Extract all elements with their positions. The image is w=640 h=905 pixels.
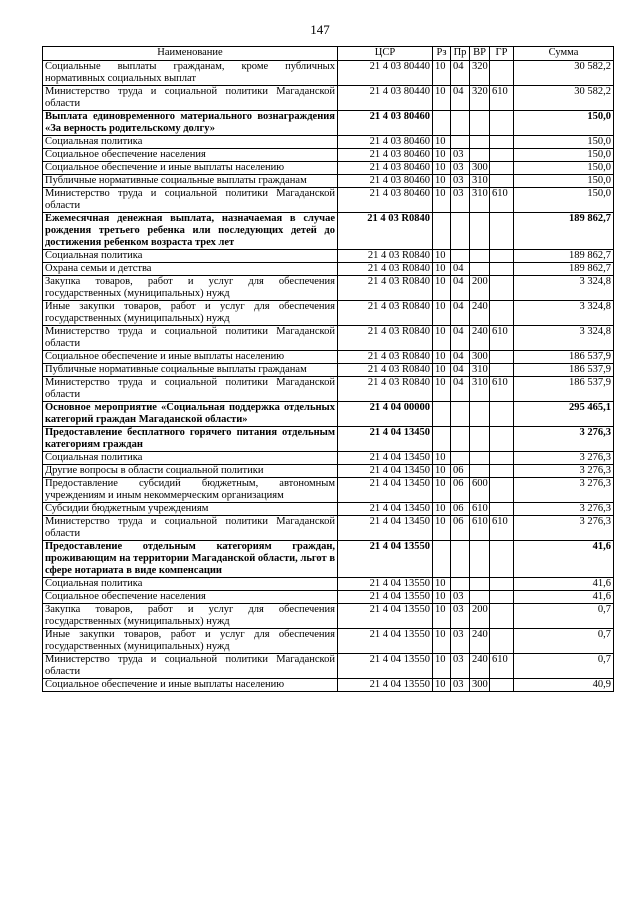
cell-vr [470,591,490,604]
cell-name: Публичные нормативные социальные выплаты гражданам [43,175,338,188]
cell-csr: 21 4 03 R0840 [338,250,433,263]
cell-gr [490,541,514,578]
cell-rz: 10 [433,591,451,604]
cell-csr: 21 4 04 13550 [338,578,433,591]
cell-pr: 03 [451,162,470,175]
cell-sum: 186 537,9 [514,364,614,377]
cell-gr [490,149,514,162]
cell-vr [470,250,490,263]
cell-gr [490,213,514,250]
cell-sum: 189 862,7 [514,213,614,250]
cell-name: Министерство труда и социальной политики Магаданской области [43,326,338,351]
cell-vr: 240 [470,629,490,654]
cell-rz: 10 [433,604,451,629]
page-number: 147 [310,22,330,37]
cell-sum: 150,0 [514,175,614,188]
cell-name: Публичные нормативные социальные выплаты гражданам [43,364,338,377]
cell-rz: 10 [433,465,451,478]
table-row [43,351,614,364]
cell-vr [470,213,490,250]
cell-csr: 21 4 04 13450 [338,516,433,541]
cell-vr [470,578,490,591]
cell-rz [433,402,451,427]
cell-name: Социальные выплаты гражданам, кроме публичных нормативных социальных выплат [43,61,338,86]
cell-pr: 04 [451,377,470,402]
cell-vr: 310 [470,188,490,213]
cell-csr: 21 4 03 80460 [338,162,433,175]
cell-gr [490,578,514,591]
header-csr: ЦСР [338,47,433,61]
cell-csr: 21 4 03 80460 [338,175,433,188]
cell-rz: 10 [433,149,451,162]
cell-csr: 21 4 03 80460 [338,111,433,136]
table-row [43,427,614,452]
cell-csr: 21 4 04 13450 [338,427,433,452]
cell-pr [451,452,470,465]
table-row [43,188,614,213]
cell-name: Социальное обеспечение и иные выплаты населению [43,162,338,175]
cell-gr [490,351,514,364]
cell-gr [490,629,514,654]
header-gr: ГР [490,47,514,61]
cell-vr: 320 [470,61,490,86]
cell-name: Иные закупки товаров, работ и услуг для обеспечения государственных (муниципальных) нужд [43,629,338,654]
cell-sum: 41,6 [514,541,614,578]
cell-pr: 06 [451,503,470,516]
cell-name: Предоставление отдельным категориям граждан, проживающим на территории Магаданской области, льгот в сфере нотариата в виде компенсации [43,541,338,578]
cell-csr: 21 4 03 R0840 [338,364,433,377]
cell-name: Основное мероприятие «Социальная поддержка отдельных категорий граждан Магаданской области» [43,402,338,427]
cell-vr: 240 [470,301,490,326]
cell-name: Министерство труда и социальной политики Магаданской области [43,188,338,213]
table-row [43,111,614,136]
cell-rz: 10 [433,629,451,654]
cell-sum: 150,0 [514,188,614,213]
cell-vr: 200 [470,604,490,629]
cell-rz: 10 [433,654,451,679]
cell-pr [451,578,470,591]
cell-rz: 10 [433,136,451,149]
cell-pr: 03 [451,188,470,213]
cell-csr: 21 4 03 80440 [338,86,433,111]
table-row [43,377,614,402]
table-row [43,578,614,591]
cell-vr: 200 [470,276,490,301]
cell-pr: 04 [451,301,470,326]
cell-csr: 21 4 04 13550 [338,679,433,692]
budget-table [42,46,614,692]
cell-vr: 300 [470,162,490,175]
cell-sum: 150,0 [514,111,614,136]
cell-vr [470,149,490,162]
cell-gr [490,452,514,465]
cell-sum: 186 537,9 [514,377,614,402]
cell-gr [490,250,514,263]
cell-name: Другие вопросы в области социальной политики [43,465,338,478]
cell-csr: 21 4 03 80460 [338,136,433,149]
cell-pr: 03 [451,679,470,692]
cell-rz: 10 [433,679,451,692]
cell-name: Закупка товаров, работ и услуг для обеспечения государственных (муниципальных) нужд [43,604,338,629]
cell-gr [490,604,514,629]
cell-gr [490,175,514,188]
cell-gr [490,591,514,604]
table-row [43,162,614,175]
cell-vr [470,402,490,427]
cell-gr [490,301,514,326]
cell-csr: 21 4 03 R0840 [338,326,433,351]
table-row [43,250,614,263]
cell-name: Иные закупки товаров, работ и услуг для обеспечения государственных (муниципальных) нужд [43,301,338,326]
cell-pr [451,111,470,136]
cell-pr: 06 [451,478,470,503]
table-row [43,61,614,86]
cell-pr [451,402,470,427]
cell-vr: 240 [470,326,490,351]
cell-name: Выплата единовременного материального вознаграждения «За верность родительскому долгу» [43,111,338,136]
table-row [43,364,614,377]
cell-gr [490,61,514,86]
cell-csr: 21 4 03 R0840 [338,276,433,301]
cell-name: Охрана семьи и детства [43,263,338,276]
cell-sum: 41,6 [514,591,614,604]
table-row [43,478,614,503]
table-row [43,465,614,478]
cell-vr: 300 [470,679,490,692]
cell-sum: 150,0 [514,149,614,162]
cell-rz: 10 [433,301,451,326]
cell-rz [433,111,451,136]
cell-sum: 0,7 [514,629,614,654]
cell-rz: 10 [433,351,451,364]
table-row [43,516,614,541]
cell-name: Социальная политика [43,452,338,465]
cell-vr: 240 [470,654,490,679]
table-row [43,402,614,427]
cell-vr [470,465,490,478]
cell-pr [451,250,470,263]
cell-vr [470,136,490,149]
cell-vr: 610 [470,503,490,516]
cell-rz: 10 [433,503,451,516]
table-row [43,136,614,149]
cell-gr: 610 [490,188,514,213]
cell-sum: 3 276,3 [514,465,614,478]
cell-rz: 10 [433,452,451,465]
table-row [43,149,614,162]
cell-csr: 21 4 04 13550 [338,629,433,654]
table-body [43,61,614,692]
cell-vr: 320 [470,86,490,111]
cell-gr: 610 [490,377,514,402]
cell-rz: 10 [433,175,451,188]
cell-gr [490,478,514,503]
cell-rz: 10 [433,86,451,111]
cell-vr [470,541,490,578]
cell-sum: 3 276,3 [514,503,614,516]
cell-csr: 21 4 04 13450 [338,503,433,516]
cell-rz: 10 [433,61,451,86]
cell-sum: 3 276,3 [514,516,614,541]
cell-rz: 10 [433,578,451,591]
cell-vr [470,427,490,452]
table-row [43,301,614,326]
cell-name: Закупка товаров, работ и услуг для обеспечения государственных (муниципальных) нужд [43,276,338,301]
cell-rz: 10 [433,276,451,301]
cell-pr: 03 [451,591,470,604]
cell-csr: 21 4 04 13550 [338,591,433,604]
cell-csr: 21 4 04 13550 [338,541,433,578]
cell-csr: 21 4 04 13550 [338,654,433,679]
table-row [43,629,614,654]
header-name: Наименование [43,47,338,61]
cell-gr: 610 [490,86,514,111]
cell-sum: 0,7 [514,604,614,629]
header-pr: Пр [451,47,470,61]
cell-pr: 03 [451,175,470,188]
table-row [43,213,614,250]
cell-pr: 03 [451,149,470,162]
cell-pr [451,136,470,149]
cell-vr: 310 [470,364,490,377]
cell-sum: 3 324,8 [514,326,614,351]
cell-vr: 300 [470,351,490,364]
cell-csr: 21 4 04 00000 [338,402,433,427]
cell-sum: 3 276,3 [514,478,614,503]
cell-name: Социальная политика [43,136,338,149]
cell-pr: 03 [451,629,470,654]
cell-pr: 04 [451,276,470,301]
cell-pr: 04 [451,263,470,276]
cell-sum: 189 862,7 [514,263,614,276]
cell-gr [490,111,514,136]
cell-name: Социальное обеспечение населения [43,591,338,604]
table-row [43,503,614,516]
cell-rz: 10 [433,263,451,276]
cell-gr [490,162,514,175]
cell-name: Министерство труда и социальной политики Магаданской области [43,516,338,541]
cell-pr: 04 [451,351,470,364]
cell-rz: 10 [433,162,451,175]
cell-name: Субсидии бюджетным учреждениям [43,503,338,516]
table-row [43,654,614,679]
cell-gr: 610 [490,516,514,541]
cell-sum: 186 537,9 [514,351,614,364]
cell-pr: 04 [451,364,470,377]
cell-name: Социальное обеспечение и иные выплаты населению [43,679,338,692]
cell-csr: 21 4 03 80460 [338,188,433,213]
cell-name: Социальное обеспечение и иные выплаты населению [43,351,338,364]
cell-csr: 21 4 03 R0840 [338,351,433,364]
cell-csr: 21 4 03 R0840 [338,263,433,276]
cell-gr [490,427,514,452]
header-rz: Рз [433,47,451,61]
table-row [43,86,614,111]
cell-vr [470,263,490,276]
cell-gr [490,364,514,377]
cell-pr: 06 [451,465,470,478]
cell-csr: 21 4 03 R0840 [338,213,433,250]
header-row [43,47,614,61]
cell-name: Социальная политика [43,578,338,591]
cell-pr: 04 [451,61,470,86]
cell-name: Министерство труда и социальной политики Магаданской области [43,86,338,111]
header-vr: ВР [470,47,490,61]
cell-sum: 150,0 [514,136,614,149]
cell-pr: 03 [451,654,470,679]
table-row [43,591,614,604]
cell-gr: 610 [490,326,514,351]
cell-vr: 310 [470,175,490,188]
cell-csr: 21 4 03 80440 [338,61,433,86]
cell-pr: 06 [451,516,470,541]
cell-pr [451,427,470,452]
cell-csr: 21 4 04 13450 [338,465,433,478]
cell-csr: 21 4 03 R0840 [338,301,433,326]
cell-gr [490,679,514,692]
cell-vr: 600 [470,478,490,503]
header-sum: Сумма [514,47,614,61]
cell-name: Социальное обеспечение населения [43,149,338,162]
cell-sum: 295 465,1 [514,402,614,427]
cell-name: Министерство труда и социальной политики Магаданской области [43,654,338,679]
cell-rz: 10 [433,377,451,402]
cell-name: Предоставление бесплатного горячего питания отдельным категориям граждан [43,427,338,452]
cell-name: Предоставление субсидий бюджетным, автономным учреждениям и иным некоммерческим организациям [43,478,338,503]
cell-sum: 150,0 [514,162,614,175]
cell-name: Ежемесячная денежная выплата, назначаемая в случае рождения третьего ребенка или последующих детей до достижения ребенком возраста трех лет [43,213,338,250]
cell-rz: 10 [433,478,451,503]
table-row [43,263,614,276]
cell-gr [490,136,514,149]
cell-gr [490,276,514,301]
cell-pr: 04 [451,86,470,111]
cell-csr: 21 4 03 R0840 [338,377,433,402]
cell-vr: 610 [470,516,490,541]
cell-sum: 189 862,7 [514,250,614,263]
cell-sum: 41,6 [514,578,614,591]
cell-gr [490,465,514,478]
cell-gr [490,263,514,276]
cell-sum: 3 276,3 [514,452,614,465]
table-row [43,175,614,188]
cell-rz [433,427,451,452]
table-row [43,452,614,465]
cell-sum: 3 324,8 [514,301,614,326]
cell-sum: 30 582,2 [514,61,614,86]
cell-gr [490,402,514,427]
cell-sum: 40,9 [514,679,614,692]
cell-vr: 310 [470,377,490,402]
cell-sum: 0,7 [514,654,614,679]
cell-pr: 03 [451,604,470,629]
cell-pr: 04 [451,326,470,351]
cell-sum: 30 582,2 [514,86,614,111]
cell-rz: 10 [433,516,451,541]
cell-vr [470,111,490,136]
cell-name: Социальная политика [43,250,338,263]
cell-rz: 10 [433,250,451,263]
cell-rz [433,541,451,578]
cell-gr: 610 [490,654,514,679]
cell-csr: 21 4 04 13550 [338,604,433,629]
cell-rz: 10 [433,188,451,213]
table-row [43,326,614,351]
cell-vr [470,452,490,465]
cell-pr [451,213,470,250]
cell-csr: 21 4 04 13450 [338,452,433,465]
table-row [43,276,614,301]
cell-csr: 21 4 03 80460 [338,149,433,162]
cell-rz [433,213,451,250]
table-row [43,541,614,578]
table-row [43,679,614,692]
cell-gr [490,503,514,516]
table-row [43,604,614,629]
cell-pr [451,541,470,578]
cell-sum: 3 276,3 [514,427,614,452]
cell-sum: 3 324,8 [514,276,614,301]
cell-rz: 10 [433,364,451,377]
cell-rz: 10 [433,326,451,351]
cell-csr: 21 4 04 13450 [338,478,433,503]
cell-name: Министерство труда и социальной политики Магаданской области [43,377,338,402]
